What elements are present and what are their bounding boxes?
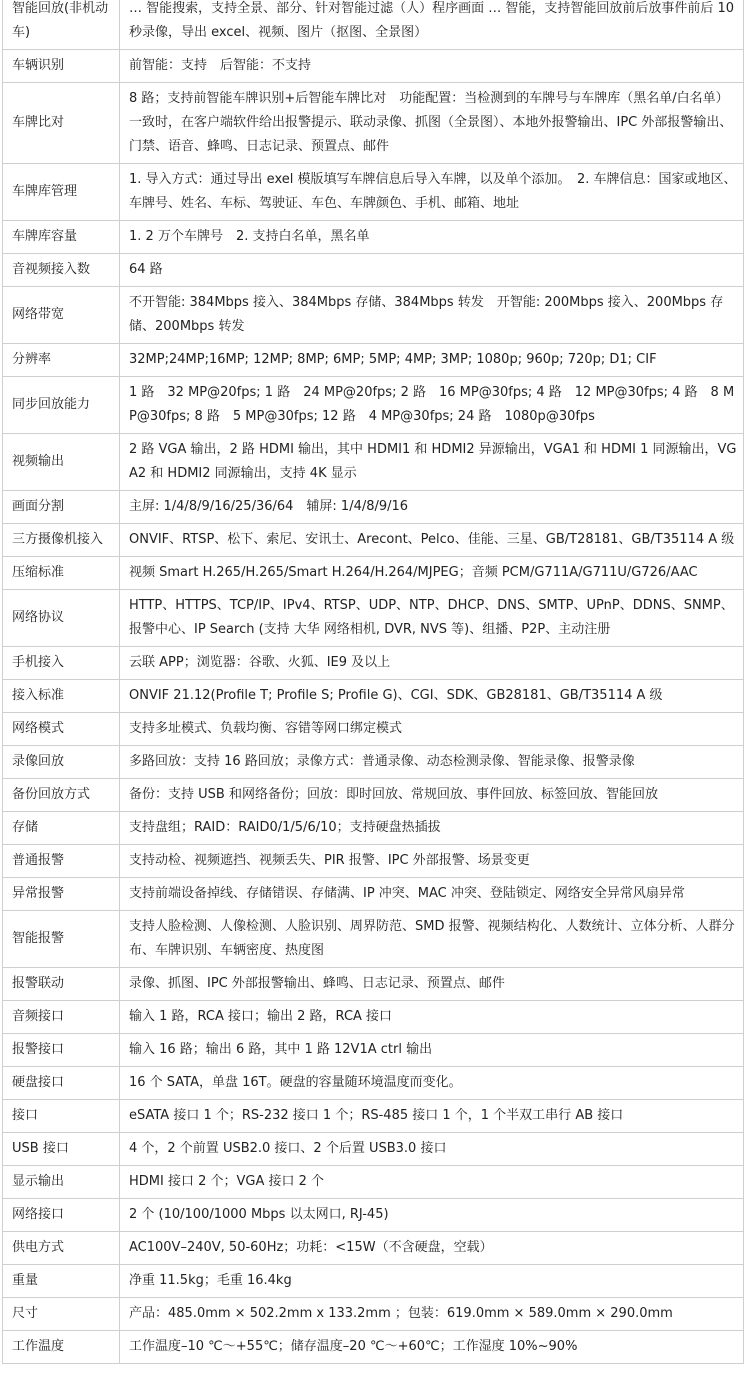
spec-key: 压缩标准	[3, 557, 120, 590]
spec-key: 异常报警	[3, 878, 120, 911]
spec-key: 报警联动	[3, 968, 120, 1001]
spec-key: 音视频接入数	[3, 254, 120, 287]
table-row	[3, 1199, 744, 1232]
spec-value: 64 路	[120, 254, 744, 287]
spec-key: 视频输出	[3, 434, 120, 491]
table-row	[3, 845, 744, 878]
spec-key: 网络模式	[3, 713, 120, 746]
table-row	[3, 1265, 744, 1298]
table-row	[3, 878, 744, 911]
table-row	[3, 0, 744, 50]
spec-value: AC100V–240V, 50-60Hz；功耗：<15W（不含硬盘，空载）	[120, 1232, 744, 1265]
spec-key: 显示输出	[3, 1166, 120, 1199]
spec-key: 智能回放(非机动车)	[3, 0, 120, 50]
table-row	[3, 746, 744, 779]
spec-value: 2 个 (10/100/1000 Mbps 以太网口, RJ-45)	[120, 1199, 744, 1232]
spec-key: 备份回放方式	[3, 779, 120, 812]
spec-key: 工作温度	[3, 1331, 120, 1364]
spec-key: 尺寸	[3, 1298, 120, 1331]
spec-value: HTTP、HTTPS、TCP/IP、IPv4、RTSP、UDP、NTP、DHCP、DNS、SMTP、UPnP、DDNS、SNMP、报警中心、IP Search (支持 大华 网络相机, DVR, NVS 等)、组播、P2P、主动注册	[120, 590, 744, 647]
table-row	[3, 713, 744, 746]
spec-key: 报警接口	[3, 1034, 120, 1067]
spec-value: 支持盘组；RAID：RAID0/1/5/6/10；支持硬盘热插拔	[120, 812, 744, 845]
table-row	[3, 50, 744, 83]
table-row	[3, 1001, 744, 1034]
spec-value: 1. 导入方式：通过导出 exel 模版填写车牌信息后导入车牌，以及单个添加。 2. 车牌信息：国家或地区、车牌号、姓名、车标、驾驶证、车色、车牌颜色、手机、邮箱、地址	[120, 164, 744, 221]
table-row	[3, 812, 744, 845]
spec-key: 音频接口	[3, 1001, 120, 1034]
spec-key: 普通报警	[3, 845, 120, 878]
table-row	[3, 1298, 744, 1331]
spec-key: 网络带宽	[3, 287, 120, 344]
spec-value: 视频 Smart H.265/H.265/Smart H.264/H.264/MJPEG；音频 PCM/G711A/G711U/G726/AAC	[120, 557, 744, 590]
spec-key: 车牌比对	[3, 83, 120, 164]
table-row	[3, 254, 744, 287]
table-row	[3, 1331, 744, 1364]
spec-key: 车牌库管理	[3, 164, 120, 221]
table-row	[3, 287, 744, 344]
spec-key: 三方摄像机接入	[3, 524, 120, 557]
spec-key: 供电方式	[3, 1232, 120, 1265]
table-row	[3, 344, 744, 377]
spec-key: 车辆识别	[3, 50, 120, 83]
spec-key: 画面分割	[3, 491, 120, 524]
spec-value: 输入 16 路；输出 6 路，其中 1 路 12V1A ctrl 输出	[120, 1034, 744, 1067]
spec-value: 备份：支持 USB 和网络备份；回放：即时回放、常规回放、事件回放、标签回放、智能回放	[120, 779, 744, 812]
spec-key: 手机接入	[3, 647, 120, 680]
table-row	[3, 779, 744, 812]
spec-key: 网络协议	[3, 590, 120, 647]
spec-key: 同步回放能力	[3, 377, 120, 434]
spec-value: ONVIF 21.12(Profile T; Profile S; Profile G)、CGI、SDK、GB28181、GB/T35114 A 级	[120, 680, 744, 713]
spec-key: 智能报警	[3, 911, 120, 968]
spec-key: 接入标准	[3, 680, 120, 713]
spec-value: 8 路；支持前智能车牌识别+后智能车牌比对 功能配置：当检测到的车牌号与车牌库（黑名单/白名单）一致时，在客户端软件给出报警提示、联动录像、抓图（全景图）、本地外报警输出、IPC 外部报警输出、门禁、语音、蜂鸣、日志记录、预置点、邮件	[120, 83, 744, 164]
spec-value: eSATA 接口 1 个；RS-232 接口 1 个；RS-485 接口 1 个，1 个半双工串行 AB 接口	[120, 1100, 744, 1133]
spec-value: HDMI 接口 2 个；VGA 接口 2 个	[120, 1166, 744, 1199]
spec-value: 支持人脸检测、人像检测、人脸识别、周界防范、SMD 报警、视频结构化、人数统计、立体分析、人群分布、车牌识别、车辆密度、热度图	[120, 911, 744, 968]
spec-value: 1 路 32 MP@20fps; 1 路 24 MP@20fps; 2 路 16 MP@30fps; 4 路 12 MP@30fps; 4 路 8 MP@30fps; 8 路 5 MP@30fps; 12 路 4 MP@30fps; 24 路 1080p@30fps	[120, 377, 744, 434]
spec-table	[2, 0, 744, 1364]
table-row	[3, 1067, 744, 1100]
spec-table-body	[3, 0, 744, 1364]
spec-key: 接口	[3, 1100, 120, 1133]
spec-key: 录像回放	[3, 746, 120, 779]
spec-key: 车牌库容量	[3, 221, 120, 254]
spec-key: 重量	[3, 1265, 120, 1298]
table-row	[3, 164, 744, 221]
spec-value: 32MP;24MP;16MP; 12MP; 8MP; 6MP; 5MP; 4MP; 3MP; 1080p; 960p; 720p; D1; CIF	[120, 344, 744, 377]
spec-value: 产品：485.0mm × 502.2mm x 133.2mm ；包装：619.0mm × 589.0mm × 290.0mm	[120, 1298, 744, 1331]
spec-key: 网络接口	[3, 1199, 120, 1232]
table-row	[3, 1034, 744, 1067]
spec-value: 主屏: 1/4/8/9/16/25/36/64 辅屏: 1/4/8/9/16	[120, 491, 744, 524]
table-row	[3, 1166, 744, 1199]
spec-value: 4 个，2 个前置 USB2.0 接口、2 个后置 USB3.0 接口	[120, 1133, 744, 1166]
table-row	[3, 680, 744, 713]
table-row	[3, 221, 744, 254]
table-row	[3, 524, 744, 557]
spec-key: 存储	[3, 812, 120, 845]
spec-value: 工作温度–10 ℃～+55℃；储存温度–20 ℃～+60℃；工作湿度 10%~90%	[120, 1331, 744, 1364]
table-row	[3, 83, 744, 164]
spec-value: 支持动检、视频遮挡、视频丢失、PIR 报警、IPC 外部报警、场景变更	[120, 845, 744, 878]
spec-value: 16 个 SATA，单盘 16T。硬盘的容量随环境温度而变化。	[120, 1067, 744, 1100]
table-row	[3, 590, 744, 647]
table-row	[3, 968, 744, 1001]
spec-value: … 智能搜索，支持全景、部分、针对智能过滤（人）程序画面 … 智能，支持智能回放前后放事件前后 10 秒录像，导出 excel、视频、图片（抠图、全景图）	[120, 0, 744, 50]
table-row	[3, 1100, 744, 1133]
table-row	[3, 491, 744, 524]
table-row	[3, 1232, 744, 1265]
spec-key: USB 接口	[3, 1133, 120, 1166]
spec-value: 净重 11.5kg；毛重 16.4kg	[120, 1265, 744, 1298]
spec-value: 多路回放：支持 16 路回放；录像方式：普通录像、动态检测录像、智能录像、报警录像	[120, 746, 744, 779]
spec-value: 云联 APP；浏览器：谷歌、火狐、IE9 及以上	[120, 647, 744, 680]
spec-key: 分辨率	[3, 344, 120, 377]
spec-key: 硬盘接口	[3, 1067, 120, 1100]
spec-value: 2 路 VGA 输出，2 路 HDMI 输出，其中 HDMI1 和 HDMI2 异源输出，VGA1 和 HDMI 1 同源输出，VGA2 和 HDMI2 同源输出，支持 4K 显示	[120, 434, 744, 491]
spec-value: ONVIF、RTSP、松下、索尼、安讯士、Arecont、Pelco、佳能、三星、GB/T28181、GB/T35114 A 级	[120, 524, 744, 557]
spec-value: 1. 2 万个车牌号 2. 支持白名单，黑名单	[120, 221, 744, 254]
spec-value: 录像、抓图、IPC 外部报警输出、蜂鸣、日志记录、预置点、邮件	[120, 968, 744, 1001]
spec-value: 不开智能: 384Mbps 接入、384Mbps 存储、384Mbps 转发 开智能: 200Mbps 接入、200Mbps 存储、200Mbps 转发	[120, 287, 744, 344]
table-row	[3, 1133, 744, 1166]
table-row	[3, 911, 744, 968]
table-row	[3, 557, 744, 590]
table-row	[3, 647, 744, 680]
spec-value: 前智能：支持 后智能：不支持	[120, 50, 744, 83]
spec-value: 支持前端设备掉线、存储错误、存储满、IP 冲突、MAC 冲突、登陆锁定、网络安全异常风扇异常	[120, 878, 744, 911]
table-row	[3, 377, 744, 434]
spec-value: 输入 1 路，RCA 接口；输出 2 路，RCA 接口	[120, 1001, 744, 1034]
spec-value: 支持多址模式、负载均衡、容错等网口绑定模式	[120, 713, 744, 746]
table-row	[3, 434, 744, 491]
